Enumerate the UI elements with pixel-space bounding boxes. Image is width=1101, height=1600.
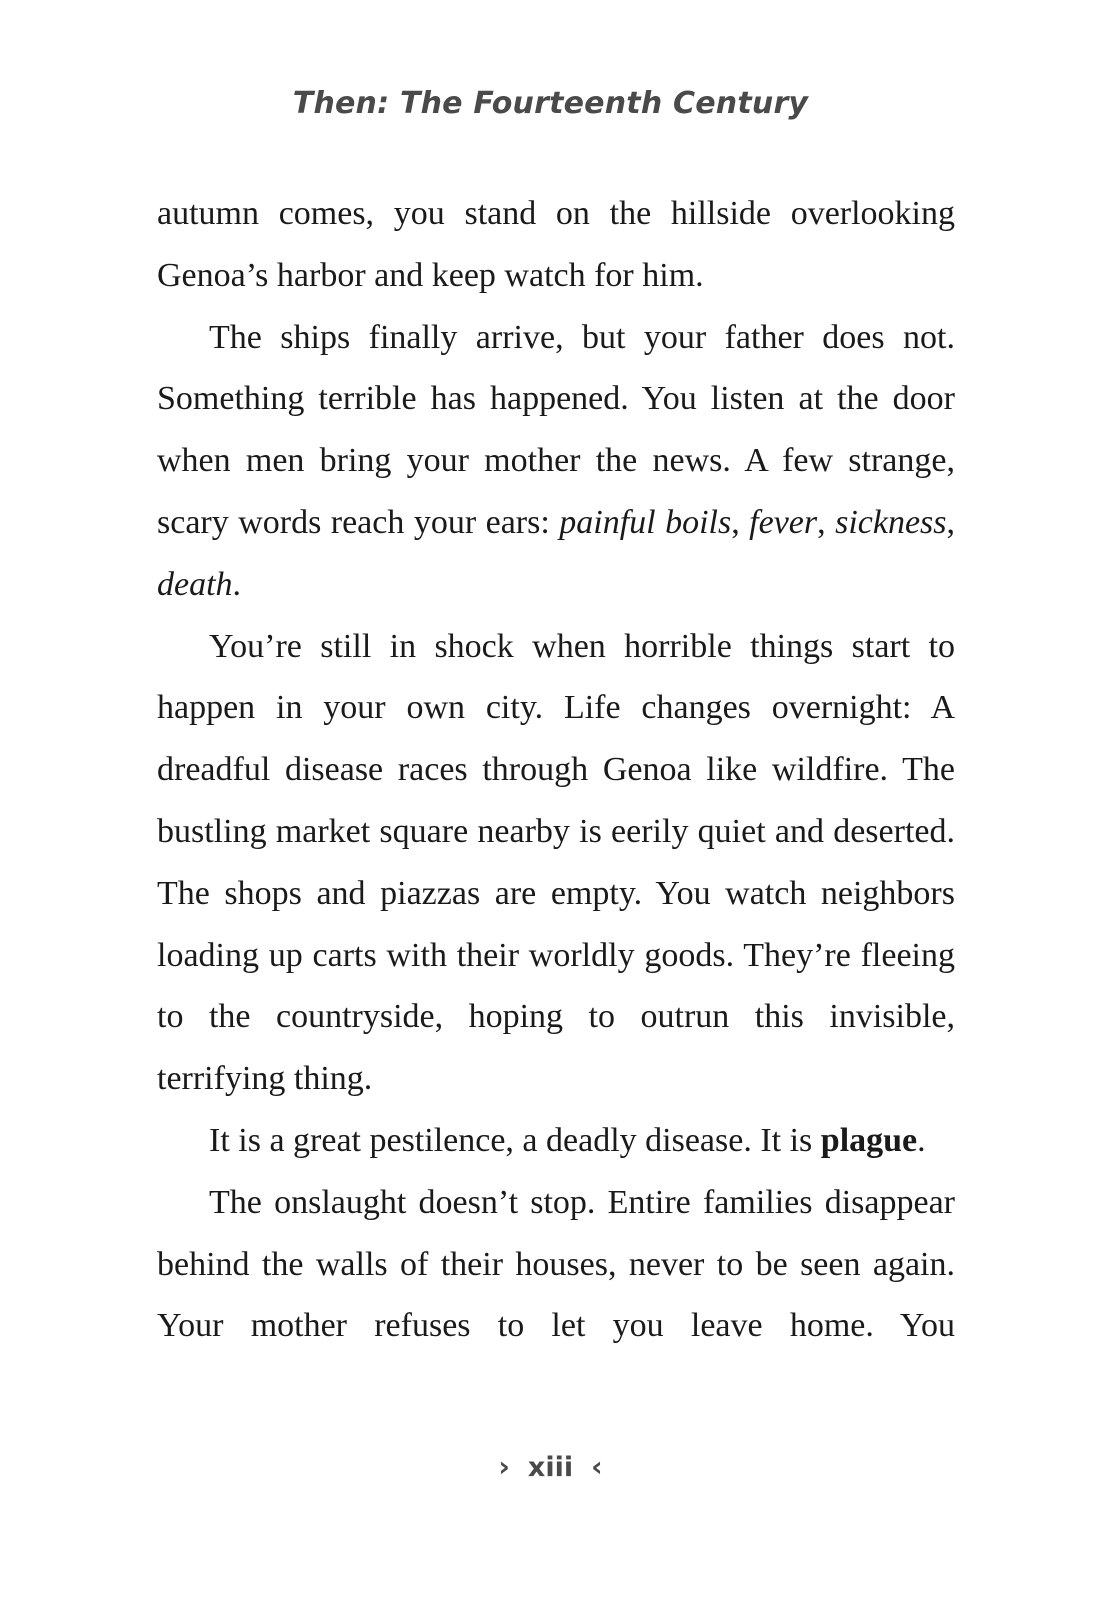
italic-fever: fever	[749, 503, 818, 541]
paragraph-2-text: The ships finally arrive, but your father does not. Something terrible has happened. You listen at the door when men bring your mother the news. A few strange, scary words reach your ears:	[157, 318, 955, 541]
period: .	[232, 565, 242, 603]
paragraph-4	[157, 1110, 955, 1172]
paragraph-1: autumn comes, you stand on the hillside overlooking Genoa’s harbor and keep watch for him.	[157, 195, 955, 294]
body-text	[157, 183, 955, 1357]
running-head: Then: The Fourteenth Century	[292, 86, 809, 121]
bold-plague: plague	[820, 1121, 918, 1159]
paragraph-4-text: It is a great pestilence, a deadly disease. It is	[209, 1121, 821, 1159]
comma-separator: ,	[731, 503, 750, 541]
italic-death: death	[157, 565, 233, 603]
page-number	[0, 1450, 1101, 1483]
paragraph-3: You’re still in shock when horrible things start to happen in your own city. Life changes overnight: A dreadful disease races through Genoa like wildfire. The bustling market square nearby is eerily quiet and deserted. The shops and piazzas are empty. You watch neighbors loading up carts with their worldly goods. They’re fleeing to the countryside, hoping to outrun this invisible, terrifying thing.	[157, 627, 955, 1098]
comma-separator: ,	[817, 503, 836, 541]
page-number-text: xiii	[527, 1452, 574, 1483]
comma-separator: ,	[946, 503, 956, 541]
italic-sickness: sickness	[835, 503, 947, 541]
paragraph-2	[157, 307, 955, 616]
period: .	[917, 1121, 926, 1159]
chevron-right-icon: ›	[498, 1450, 510, 1483]
italic-painful-boils: painful boils	[559, 503, 732, 541]
chevron-left-icon: ‹	[591, 1450, 603, 1483]
paragraph-5: The onslaught doesn’t stop. Entire families disappear behind the walls of their houses, never to be seen again. Your mother refuses to let you leave home. You	[157, 1183, 955, 1345]
